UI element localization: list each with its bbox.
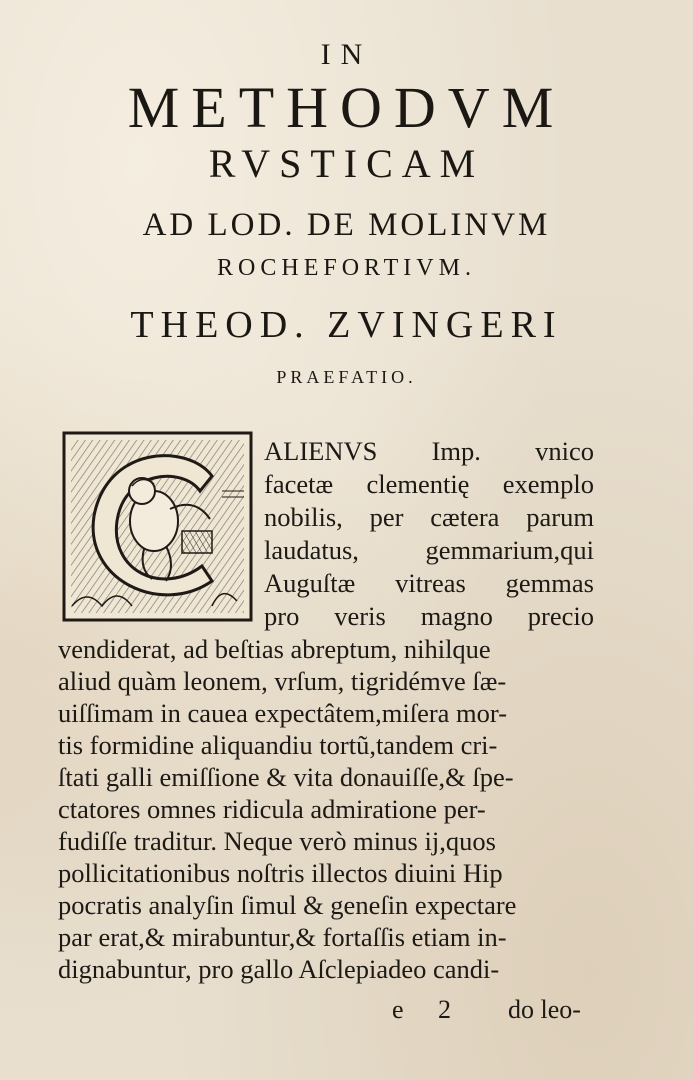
text-line-13: fudiſſe traditur. Neque verò minus ij,quos bbox=[58, 826, 496, 856]
text-line-7: vendiderat, ad beſtias abreptum, nihilque bbox=[58, 634, 491, 664]
dedication-name: ROCHEFORTIVM. bbox=[217, 255, 476, 281]
text-line-16: par erat,& mirabuntur,& fortaſſis etiam in- bbox=[58, 922, 507, 952]
signature-mark: e 2 bbox=[392, 995, 466, 1024]
text-line-17: dignabuntur, pro gallo Aſclepiadeo candi- bbox=[58, 954, 500, 984]
text-line-10: tis formidine aliquandiu tortũ,tandem cri- bbox=[58, 730, 498, 760]
text-line-5: Auguſtæ vitreas gemmas bbox=[264, 568, 594, 598]
author-line: THEOD. ZVINGERI bbox=[130, 304, 563, 346]
text-line-12: ctatores omnes ridicula admiratione per- bbox=[58, 794, 486, 824]
title-rvsticam: RVSTICAM bbox=[208, 141, 485, 186]
text-line-9: uiſſimam in cauea expectâtem,miſera mor- bbox=[58, 698, 508, 728]
text-line-6: pro veris magno precio bbox=[264, 601, 594, 631]
dedication-line: AD LOD. DE MOLINVM bbox=[142, 207, 551, 243]
woodcut-initial-c bbox=[62, 431, 253, 622]
text-line-14: pollicitationibus noſtris illectos diuini Hip bbox=[58, 858, 503, 888]
text-line-8: aliud quàm leonem, vrſum, tigridémve ſæ- bbox=[58, 666, 507, 696]
text-line-4: laudatus, gemmarium,qui bbox=[264, 535, 594, 565]
text-line-11: ſtati galli emiſſione & vita donauiſſe,& ſpe- bbox=[58, 762, 514, 792]
section-title-praefatio: PRAEFATIO. bbox=[276, 367, 417, 387]
text-line-15: pocratis analyſin ſimul & geneſin expectare bbox=[58, 890, 517, 920]
title-methodvm: METHODVM bbox=[127, 75, 566, 140]
text-line-1: ALIENVS Imp. vnico bbox=[264, 436, 594, 466]
text-line-2: facetæ clementię exemplo bbox=[264, 469, 594, 499]
text-line-3: nobilis, per cætera parum bbox=[264, 502, 594, 532]
title-in: IN bbox=[320, 38, 373, 71]
catchword: do leo- bbox=[508, 995, 581, 1024]
